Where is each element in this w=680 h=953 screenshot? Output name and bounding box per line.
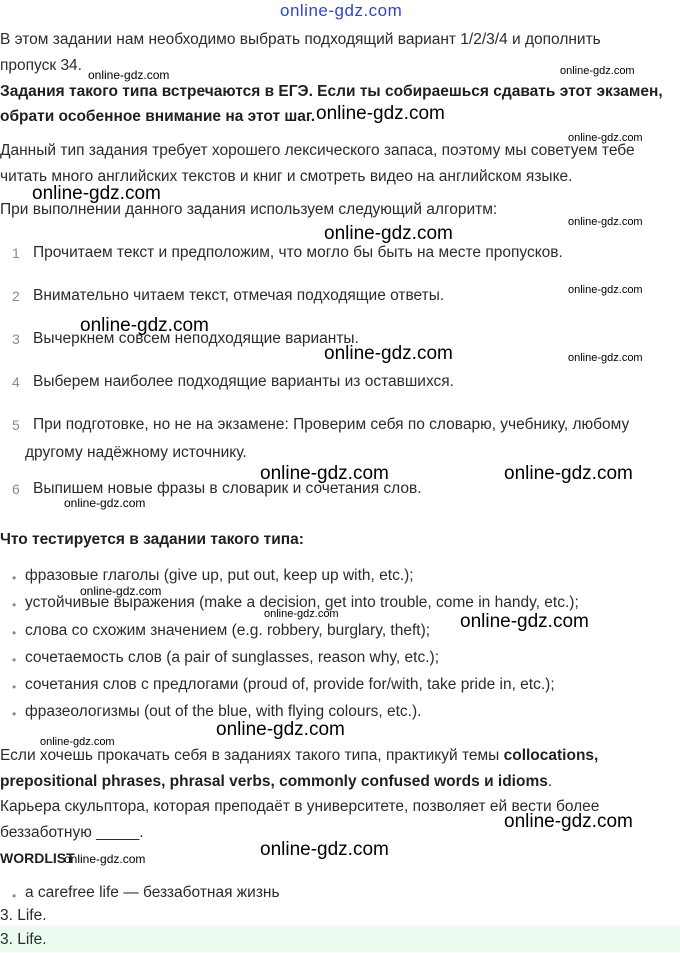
watermark: online-gdz.com — [216, 719, 345, 740]
bullet-icon: • — [12, 653, 17, 667]
tested-item: фразеологизмы (out of the blue, with flying colours, etc.). — [25, 703, 422, 720]
bold-note-line-1: Задания такого типа встречаются в ЕГЭ. Если ты собираешься сдавать этот экзамен, — [0, 83, 663, 100]
watermark: online-gdz.com — [324, 343, 453, 364]
watermark: online-gdz.com — [316, 103, 445, 124]
watermark: online-gdz.com — [88, 68, 170, 82]
tested-item: устойчивые выражения (make a decision, get into trouble, come in handy, etc.); — [25, 594, 579, 611]
watermark: online-gdz.com — [260, 463, 389, 484]
step-text: Прочитаем текст и предположим, что могло бы быть на месте пропусков. — [33, 244, 563, 261]
intro-line-1: В этом задании нам необходимо выбрать подходящий вариант 1/2/3/4 и дополнить — [0, 31, 601, 48]
tested-item: фразовые глаголы (give up, put out, keep up with, etc.); — [25, 567, 414, 584]
step-number: 6 — [12, 481, 20, 497]
watermark: online-gdz.com — [64, 496, 146, 510]
bold-note-line-2: обрати особенное внимание на этот шаг. — [0, 108, 316, 125]
step-number: 5 — [12, 417, 20, 433]
watermark: online-gdz.com — [460, 611, 589, 632]
watermark: online-gdz.com — [324, 223, 453, 244]
step-text-continued: другому надёжному источнику. — [25, 444, 247, 461]
watermark: online-gdz.com — [568, 284, 643, 296]
step-text: При подготовке, но не на экзамене: Проверим себя по словарю, учебнику, любому — [33, 416, 630, 433]
wordlist-heading: WORDLIST — [0, 850, 75, 866]
bullet-icon: • — [12, 889, 17, 903]
watermark: online-gdz.com — [80, 315, 209, 336]
practice-prefix: Если хочешь прокачать себя в заданиях такого типа, практикуй темы — [0, 747, 504, 764]
step-number: 4 — [12, 374, 20, 390]
step-text: Вычеркнем совсем неподходящие варианты. — [33, 330, 359, 347]
watermark: online-gdz.com — [264, 608, 339, 620]
answer-plain: 3. Life. — [0, 907, 47, 924]
bullet-icon: • — [12, 626, 17, 640]
watermark: online-gdz.com — [568, 352, 643, 364]
practice-suffix: . — [547, 773, 553, 790]
bullet-icon: • — [12, 680, 17, 694]
practice-bold-2: prepositional phrases, phrasal verbs, commonly confused words и idioms — [0, 773, 548, 790]
watermark: online-gdz.com — [504, 811, 633, 832]
tested-item: сочетаемость слов (a pair of sunglasses, reason why, etc.); — [25, 649, 439, 666]
practice-bold-1: collocations, — [503, 747, 599, 764]
intro-line-2: пропуск 34. — [0, 57, 82, 74]
bullet-icon: • — [12, 571, 17, 585]
advice-line-1: Данный тип задания требует хорошего лексического запаса, поэтому мы советуем тебе — [0, 142, 635, 159]
watermark: online-gdz.com — [560, 65, 635, 77]
bullet-icon: • — [12, 707, 17, 721]
watermark: online-gdz.com — [64, 852, 146, 866]
advice-line-2: читать много английских текстов и книг и смотреть видео на английском языке. — [0, 168, 573, 185]
watermark: online-gdz.com — [260, 839, 389, 860]
step-number: 3 — [12, 331, 20, 347]
bullet-icon: • — [12, 598, 17, 612]
practice-line-2 — [0, 769, 552, 795]
tested-item: сочетания слов с предлогами (proud of, provide for/with, take pride in, etc.); — [25, 676, 555, 693]
answer-highlight-band — [0, 926, 680, 952]
watermark: online-gdz.com — [568, 216, 643, 228]
tested-heading: Что тестируется в задании такого типа: — [0, 531, 304, 548]
step-text: Выберем наиболее подходящие варианты из оставшихся. — [33, 373, 454, 390]
step-text: Внимательно читаем текст, отмечая подходящие ответы. — [33, 287, 445, 304]
algorithm-intro: При выполнении данного задания используем следующий алгоритм: — [0, 201, 498, 218]
tested-item: слова со схожим значением (e.g. robbery, burglary, theft); — [25, 622, 431, 639]
sentence-line-2: беззаботную _____. — [0, 824, 144, 841]
step-number: 1 — [12, 245, 20, 261]
step-number: 2 — [12, 288, 20, 304]
watermark: online-gdz.com — [32, 183, 161, 204]
sentence-line-1: Карьера скульптора, которая преподаёт в университете, позволяет ей вести более — [0, 798, 600, 815]
site-logo[interactable]: online-gdz.com — [280, 1, 403, 20]
watermark: online-gdz.com — [504, 463, 633, 484]
watermark: online-gdz.com — [40, 736, 115, 748]
step-text: Выпишем новые фразы в словарик и сочетания слов. — [33, 480, 422, 497]
answer-highlight: 3. Life. — [0, 931, 47, 948]
watermark: online-gdz.com — [568, 132, 643, 144]
wordlist-item: a carefree life — беззаботная жизнь — [25, 884, 280, 901]
watermark: online-gdz.com — [80, 584, 162, 598]
